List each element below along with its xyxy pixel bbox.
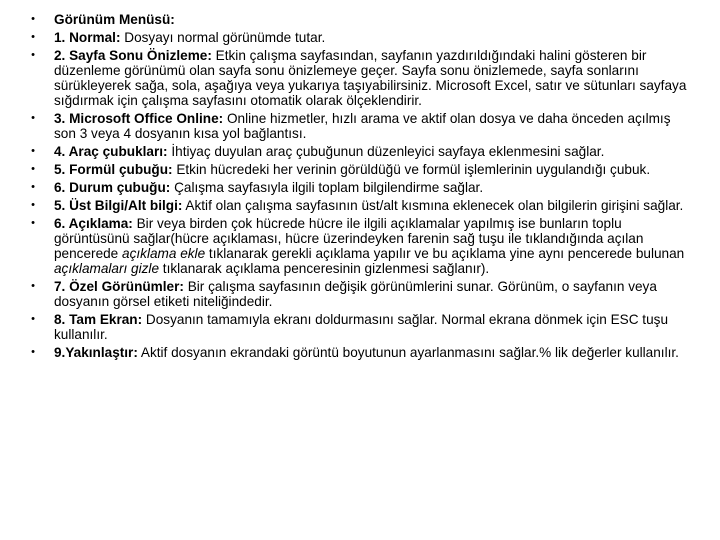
item-text-c: tıklanarak açıklama penceresinin gizlenmesi sağlanır). [159, 261, 490, 276]
list-item-normal [28, 30, 690, 45]
item-text: Online hizmetler, hızlı arama ve aktif olan dosya ve daha önceden açılmış son 3 veya 4 dosyanın kısa yol bağlantısı. [54, 111, 671, 141]
bullet-icon: • [31, 145, 35, 157]
item-lead: 7. Özel Görünümler: [54, 279, 184, 294]
bullet-icon: • [31, 31, 35, 43]
list-item-office-online [28, 111, 690, 141]
bullet-icon: • [31, 313, 35, 325]
item-lead: 6. Açıklama: [54, 216, 133, 231]
bullet-icon: • [31, 163, 35, 175]
list-item-status-bar [28, 180, 690, 195]
item-emphasis-hide-comments: açıklamaları gizle [54, 261, 160, 276]
item-lead: 4. Araç çubukları: [54, 144, 168, 159]
list-item-formula-bar [28, 162, 690, 177]
bullet-icon: • [31, 49, 35, 61]
list-item-custom-views [28, 279, 690, 309]
item-lead: 1. Normal: [54, 30, 121, 45]
item-text: Dosyayı normal görünümde tutar. [120, 30, 326, 45]
list-item-page-break-preview [28, 48, 690, 108]
item-text-a: Bir veya birden çok hücrede hücre ile ilgili açıklamalar yapılmış ise bunların toplu görüntüsünü sağlar(hücre açıklaması, hücre üzerindeyken farenin sağ tuşu ile tıklandığında açılan pencerede [54, 216, 644, 261]
item-text: Aktif dosyanın ekrandaki görüntü boyutunun ayarlanmasını sağlar.% lik değerler kullanılır. [137, 345, 679, 360]
bullet-list [28, 12, 690, 363]
item-text: Aktif olan çalışma sayfasının üst/alt kısmına eklenecek olan bilgilerin girişini sağlar. [182, 198, 684, 213]
item-emphasis-add-comment: açıklama ekle [122, 246, 206, 261]
item-lead: 6. Durum çubuğu: [54, 180, 171, 195]
bullet-icon: • [31, 346, 35, 358]
bullet-icon: • [31, 181, 35, 193]
bullet-icon: • [31, 217, 35, 229]
list-item-zoom [28, 345, 690, 360]
item-lead: 8. Tam Ekran: [54, 312, 143, 327]
item-text: Çalışma sayfasıyla ilgili toplam bilgilendirme sağlar. [170, 180, 484, 195]
item-lead: 9.Yakınlaştır: [54, 345, 138, 360]
list-item-comments [28, 216, 690, 276]
list-item-toolbars [28, 144, 690, 159]
item-text: Etkin hücredeki her verinin görüldüğü ve formül işlemlerinin uygulandığı çubuk. [172, 162, 651, 177]
bullet-icon: • [31, 199, 35, 211]
bullet-icon: • [31, 13, 35, 25]
item-lead: 3. Microsoft Office Online: [54, 111, 224, 126]
item-lead: 2. Sayfa Sonu Önizleme: [54, 48, 212, 63]
item-text: İhtiyaç duyulan araç çubuğunun düzenleyici sayfaya eklenmesini sağlar. [167, 144, 605, 159]
bullet-icon: • [31, 280, 35, 292]
item-text: Bir çalışma sayfasının değişik görünümlerini sunar. Görünüm, o sayfanın veya dosyanın görsel etiketi niteliğindedir. [54, 279, 657, 309]
item-lead: 5. Formül çubuğu: [54, 162, 173, 177]
list-item-full-screen [28, 312, 690, 342]
item-text: Etkin çalışma sayfasından, sayfanın yazdırıldığındaki halini gösteren bir düzenleme görünümü olan sayfa sonu önizlemeye geçer. Sayfa sonu önizlemede, sayfa sonlarını sürükleyerek sağa, sola, aşağıya veya yukarıya taşıyabilirsiniz. Microsoft Excel, satır ve sütunları sayfaya sığdırmak için çalışma sayfasını otomatik olarak ölçeklendirir. [54, 48, 687, 108]
item-text: Dosyanın tamamıyla ekranı doldurmasını sağlar. Normal ekrana dönmek için ESC tuşu kullanılır. [54, 312, 669, 342]
list-item-view-menu [28, 12, 690, 27]
bullet-icon: • [31, 112, 35, 124]
item-text-b: tıklanarak gerekli açıklama yapılır ve bu açıklama yine aynı pencerede bulunan [205, 246, 685, 261]
item-lead: Görünüm Menüsü: [54, 12, 175, 27]
item-lead: 5. Üst Bilgi/Alt bilgi: [54, 198, 183, 213]
list-item-header-footer [28, 198, 690, 213]
